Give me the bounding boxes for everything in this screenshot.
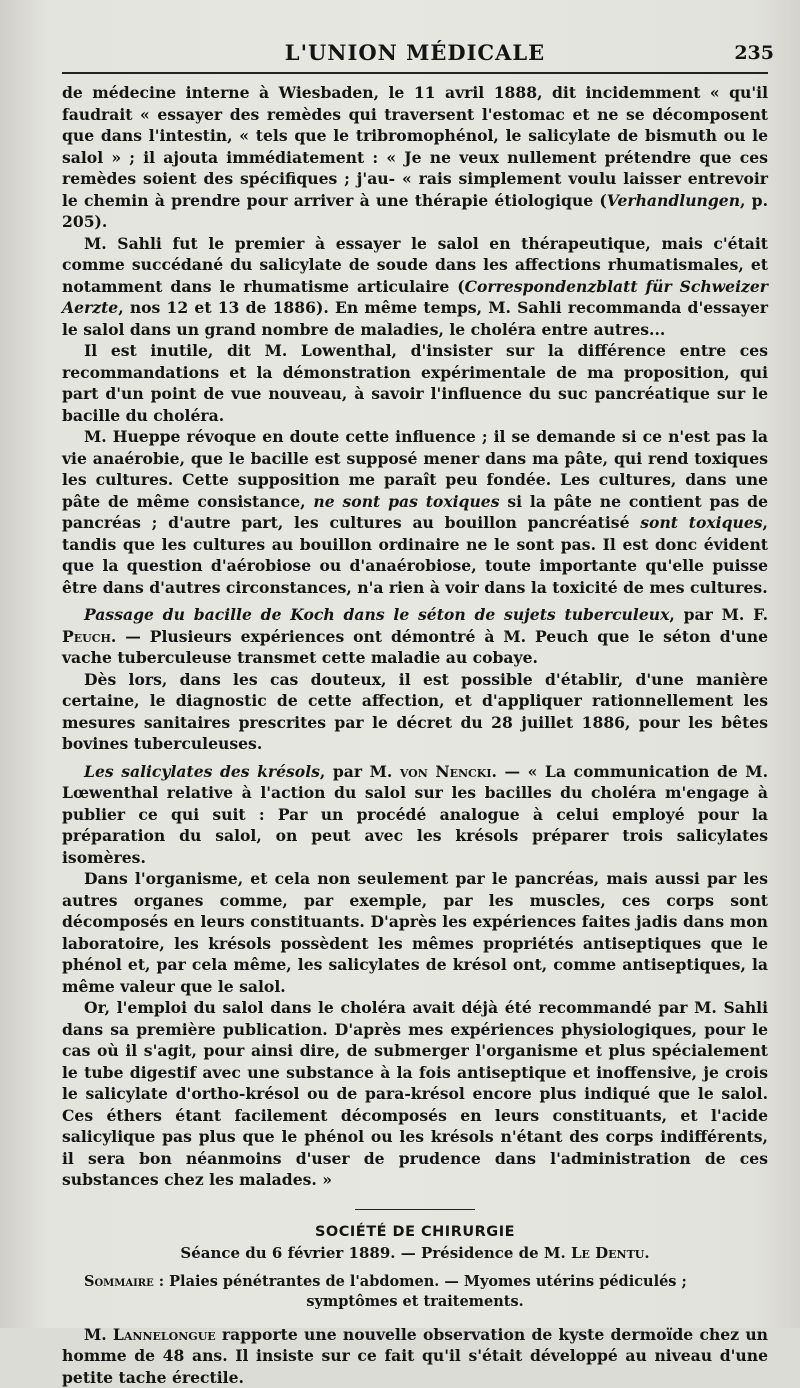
- text-run: von Nencki: [400, 762, 492, 781]
- text-run: M. Hueppe révoque en doute cette influence ; il se demande si ce n'est pas la vie anaérobie, que le bacille est supposé mener dans ma pâte, qui rend toxiques les cultures. Cette supposition me paraît peu fondée. Les cultures, dans une pâte de même consistance,: [62, 427, 768, 511]
- final-body: [62, 1324, 768, 1388]
- text-run: Verhandlungen: [607, 191, 740, 210]
- running-header: [62, 38, 768, 74]
- paragraph-3: [62, 340, 768, 426]
- final-paragraph: [62, 1324, 768, 1388]
- paragraph-2: [62, 233, 768, 341]
- paragraph-5: [62, 604, 768, 669]
- paragraph-7: [62, 761, 768, 869]
- text-run: , tandis que les cultures au bouillon ordinaire ne le sont pas. Il est donc évident que la question d'aérobiose ou d'anaérobiose, toute importante qu'elle puisse être dans d'autres circonstances, n'a rien à voir dans la toxicité de mes cultures.: [62, 513, 768, 597]
- text-run: . — Plusieurs expériences ont démontré à M. Peuch que le séton d'une vache tuberculeuse transmet cette maladie au cobaye.: [62, 627, 768, 668]
- text-run: Passage du bacille de Koch dans le séton de sujets tuberculeux: [84, 605, 669, 624]
- sommaire-label: Sommaire: [84, 1273, 154, 1290]
- text-run: Dans l'organisme, et cela non seulement par le pancréas, mais aussi par les autres organes comme, par exemple, par les muscles, ces corps sont décomposés en leurs constituants. D'après les expériences faites jadis dans mon laboratoire, les krésols possèdent les mêmes propriétés antiseptiques que le phénol et, par cela même, les salicylates de krésol ont, comme antiseptiques, la même valeur que le salol.: [62, 869, 768, 996]
- paragraph-9: [62, 997, 768, 1191]
- section-divider: [355, 1209, 475, 1210]
- text-run: ne sont pas toxiques: [313, 492, 499, 511]
- paragraph-4: [62, 426, 768, 598]
- sommaire-line-2: symptômes et traitements.: [62, 1292, 768, 1312]
- section-heading: SOCIÉTÉ DE CHIRURGIE: [62, 1224, 768, 1240]
- seance-suffix: .: [644, 1244, 649, 1262]
- paragraph-1: [62, 82, 768, 233]
- paragraph-8: [62, 868, 768, 997]
- text-run: M. Sahli fut le premier à essayer le salol en thérapeutique, mais c'était comme succédané du salicylate de soude dans les affections rhumatismales, et notamment dans le rhumatisme articulaire (: [62, 234, 768, 296]
- sommaire: [62, 1272, 768, 1312]
- seance-president: Le Dentu: [571, 1244, 644, 1262]
- text-run: . — « La communication de M. Lœwenthal relative à l'action du salol sur les bacilles du choléra m'engage à publier ce qui suit : Par un procédé analogue à celui employé pour la préparation du salol, on peut avec les krésols préparer trois salicylates isomères.: [62, 762, 768, 867]
- paragraph-6: [62, 669, 768, 755]
- speaker-name: M. Lannelongue: [84, 1325, 216, 1344]
- text-run: Peuch: [62, 627, 111, 646]
- article-body: [62, 82, 768, 1191]
- text-run: sont toxiques: [640, 513, 762, 532]
- seance-line: [62, 1244, 768, 1262]
- text-run: Or, l'emploi du salol dans le choléra avait déjà été recommandé par M. Sahli dans sa première publication. D'après mes expériences physiologiques, pour le cas où il s'agit, pour ainsi dire, de submerger l'organisme et plus spécialement le tube digestif avec une substance à la fois antiseptique et inoffensive, je crois le salicylate d'ortho-krésol ou de para-krésol encore plus indiqué que le salol. Ces éthers étant facilement décomposés en leurs constituants, et l'acide salicylique pas plus que le phénol ou les krésols n'étant des corps indifférents, il sera bon néanmoins d'user de prudence dans l'administration de ces substances chez les malades. »: [62, 998, 768, 1189]
- seance-text: Séance du 6 février 1889. — Présidence de M.: [180, 1244, 571, 1262]
- text-run: Dès lors, dans les cas douteux, il est possible d'établir, d'une manière certaine, le diagnostic de cette affection, et d'appliquer rationnellement les mesures sanitaires prescrites par le décret du 28 juillet 1886, pour les bêtes bovines tuberculeuses.: [62, 670, 768, 754]
- text-run: Il est inutile, dit M. Lowenthal, d'insister sur la différence entre ces recommandations et la démonstration expérimentale de ma proposition, qui part d'un point de vue nouveau, à savoir l'influence du suc pancréatique sur le bacille du choléra.: [62, 341, 768, 425]
- journal-title: L'UNION MÉDICALE: [62, 40, 768, 65]
- text-run: de médecine interne à Wiesbaden, le 11 avril 1888, dit incidemment « qu'il faudrait « essayer des remèdes qui traversent l'estomac et ne se décomposent que dans l'intestin, « tels que le tribromophénol, le salicylate de bismuth ou le salol » ; il ajouta immédiatement : « Je ne veux nullement prétendre que ces remèdes soient des spécifiques ; j'au- « rais simplement voulu laisser entrevoir le chemin à prendre pour arriver à une thérapie étiologique (: [62, 83, 768, 210]
- final-paragraph-text: rapporte une nouvelle observation de kyste dermoïde chez un homme de 48 ans. Il insiste sur ce fait qu'il s'était développé au niveau d'une petite tache érectile.: [62, 1325, 768, 1387]
- text-run: , nos 12 et 13 de 1886). En même temps, M. Sahli recommanda d'essayer le salol dans un grand nombre de maladies, le choléra entre autres...: [62, 298, 768, 339]
- sommaire-line-1: : Plaies pénétrantes de l'abdomen. — Myomes utérins pédiculés ;: [154, 1273, 687, 1290]
- text-run: Correspondenzblatt für Schweizer Aerzte: [62, 277, 768, 318]
- text-run: , par M. F.: [669, 605, 768, 624]
- text-run: si la pâte ne contient pas de pancréas ; d'autre part, les cultures au bouillon pancréatisé: [62, 492, 768, 533]
- page-number: 235: [734, 42, 774, 64]
- text-run: Les salicylates des krésols: [84, 762, 320, 781]
- text-run: , p. 205).: [62, 191, 768, 232]
- text-run: , par M.: [320, 762, 400, 781]
